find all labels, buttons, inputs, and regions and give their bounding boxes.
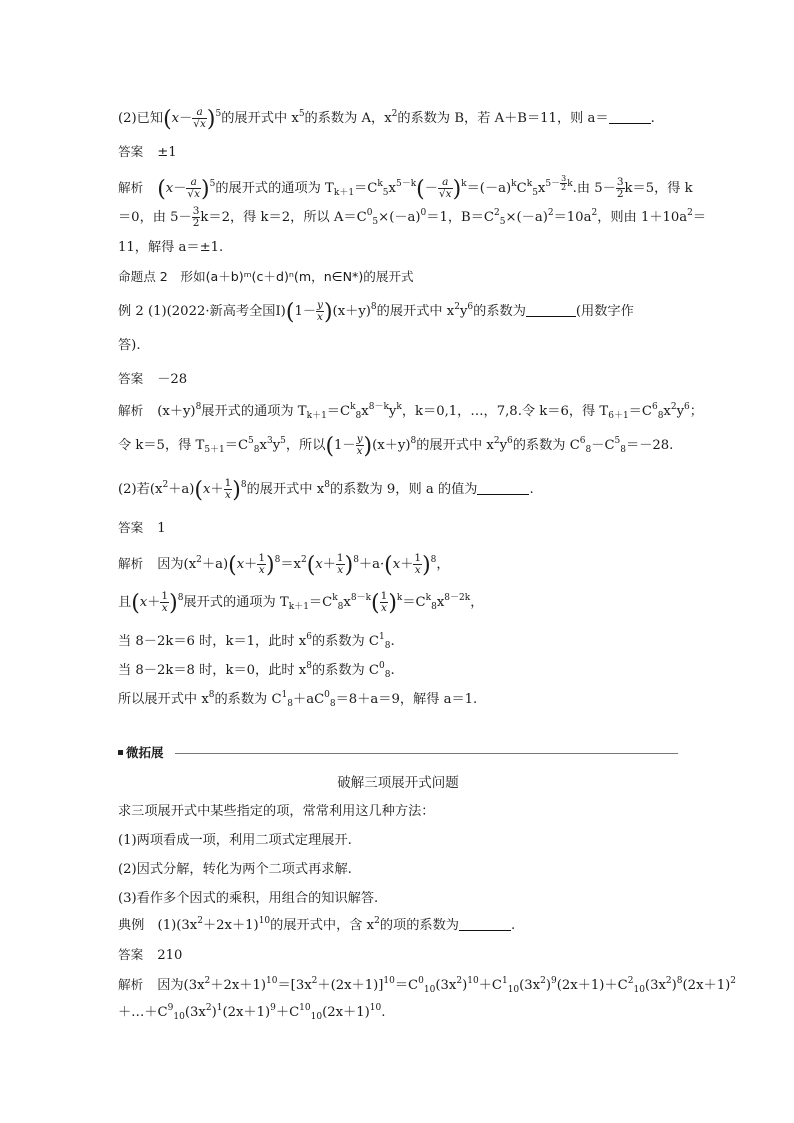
ex2-answer: 答案 －28 — [118, 371, 188, 387]
ex2b-analysis-l2: 且(x＋ $\frac{1}{x}$ )$^8$展开式的通项为 $T_{k+1}=C^k_8x^{8-k}$( $\frac{1}{x}$ )$^k=C^k_8x^{8-2k}$， — [118, 590, 484, 616]
q2-analysis-l3: 11，解得 a＝±1. — [118, 240, 224, 255]
ex2-analysis-l2: 令 k＝5，得 $T_{5+1}=C^5_8x^3y^5$，所以(1－ $\frac{y}{x}$ )$(x+y)^8$的展开式中 $x^2y^6$的系数为 $C^6_8-C^5_8=-28$. — [118, 433, 674, 459]
q2-analysis-l2: ＝0，由 5－ $\frac{3}{2}$ k＝2，得 k＝2，所以 $A=C^0_5\times(-a)^0=1$，$B=C^2_5\times(-a)^2=10a^2$，则由 $1+10a^2=$ — [118, 205, 707, 229]
extension-label: 微拓展 — [118, 745, 164, 761]
answer-blank — [609, 110, 651, 124]
ex2b-analysis-l1: 解析 因为$(x^2+a)(x+$ $\frac{1}{x}$ )$^8=x^2(x+$ $\frac{1}{x}$ )$^8$＋a·(x＋ $\frac{1}{x}$ )$^8$， — [118, 552, 450, 578]
example-answer: 答案 210 — [118, 947, 183, 963]
extension-intro: 求三项展开式中某些指定的项，常常利用这几种方法： — [118, 804, 435, 819]
section-divider — [175, 753, 678, 754]
topic-heading: 命题点 2 形如(a＋b)ᵐ(c＋d)ⁿ(m，n∈N*)的展开式 — [118, 269, 414, 284]
ex2b-analysis-l5: 所以展开式中 $x^8$的系数为 $C^1_8+aC^0_8=8+a=9$，解得 a＝1. — [118, 690, 478, 709]
ex2-analysis-l1: 解析 $(x+y)^8$展开式的通项为 $T_{k+1}=C^k_8x^{8-k}y^k$，k＝0,1，…，7,8.令 k＝6，得 $T_{6+1}=C^6_8x^2y^6$； — [118, 402, 703, 421]
q2-pre: (2)已知 — [118, 111, 164, 126]
ex2b-answer: 答案 1 — [118, 520, 166, 536]
answer-blank — [459, 917, 511, 931]
square-bullet-icon — [118, 750, 123, 755]
ex2-question-l2: 答). — [118, 338, 141, 353]
ex2b-question: (2)若$(x^2+a)(x+$ $\frac{1}{x}$ )$^8$的展开式中 $x^8$的系数为 9，则 a 的值为 . — [118, 477, 534, 503]
example-question: 典例 $(1)(3x^2+2x+1)^{10}$的展开式中，含 $x^2$的项的系数为 . — [118, 916, 516, 933]
ex2b-analysis-l4: 当 8－2k＝8 时，k＝0，此时 $x^8$的系数为 $C^0_8$. — [118, 661, 395, 680]
example-analysis-l1: 解析 因为$(3x^2+2x+1)^{10}=[3x^2+(2x+1)]^{10}=C^0_{10}(3x^2)^{10}+C^1_{10}(3x^2)^9(2x+1)+C^2_{10}(3x^2)^8(2x+1)^2$ — [118, 976, 736, 995]
q2-line: (2)已知(x－ $\frac{a}{√x}$ )$^5$的展开式中 $x^5$的系数为 A，$x^2$的系数为 B，若 A＋B＝11，则 a＝ . — [118, 106, 655, 132]
method-3: (3)看作多个因式的乘积，用组合的知识解答. — [118, 891, 379, 906]
ex2b-analysis-l3: 当 8－2k＝6 时，k＝1，此时 $x^6$的系数为 $C^1_8$. — [118, 632, 395, 651]
answer-blank — [526, 303, 576, 317]
q2-analysis-l1: 解析 (x－ $\frac{a}{√x}$ )$^5$的展开式的通项为 $T_{k+1}=C^k_5x^{5-k}(-$ $\frac{a}{√x}$ )$^k=(-a)^kC^k_5x^{5- \frac{3}{2} k}$.由 5－ $\frac{3}{2}$ k＝5，得 k — [118, 174, 693, 202]
example-analysis-l2: $+\dots+C^9_{10}(3x^2)^1(2x+1)^9+C^{10}_{10}(2x+1)^{10}$. — [118, 1003, 386, 1022]
answer-blank — [477, 481, 529, 495]
q2-answer: 答案 ±1 — [118, 144, 177, 160]
extension-title: 破解三项展开式问题 — [337, 775, 459, 791]
method-2: (2)因式分解，转化为两个二项式再求解. — [118, 862, 352, 877]
method-1: (1)两项看成一项，利用二项式定理展开. — [118, 833, 352, 848]
ex2-question: 例 2 (1)(2022·新高考全国Ⅰ)(1－ $\frac{y}{x}$ )$(x+y)^8$的展开式中 $x^2y^6$的系数为 (用数字作 — [118, 299, 634, 325]
